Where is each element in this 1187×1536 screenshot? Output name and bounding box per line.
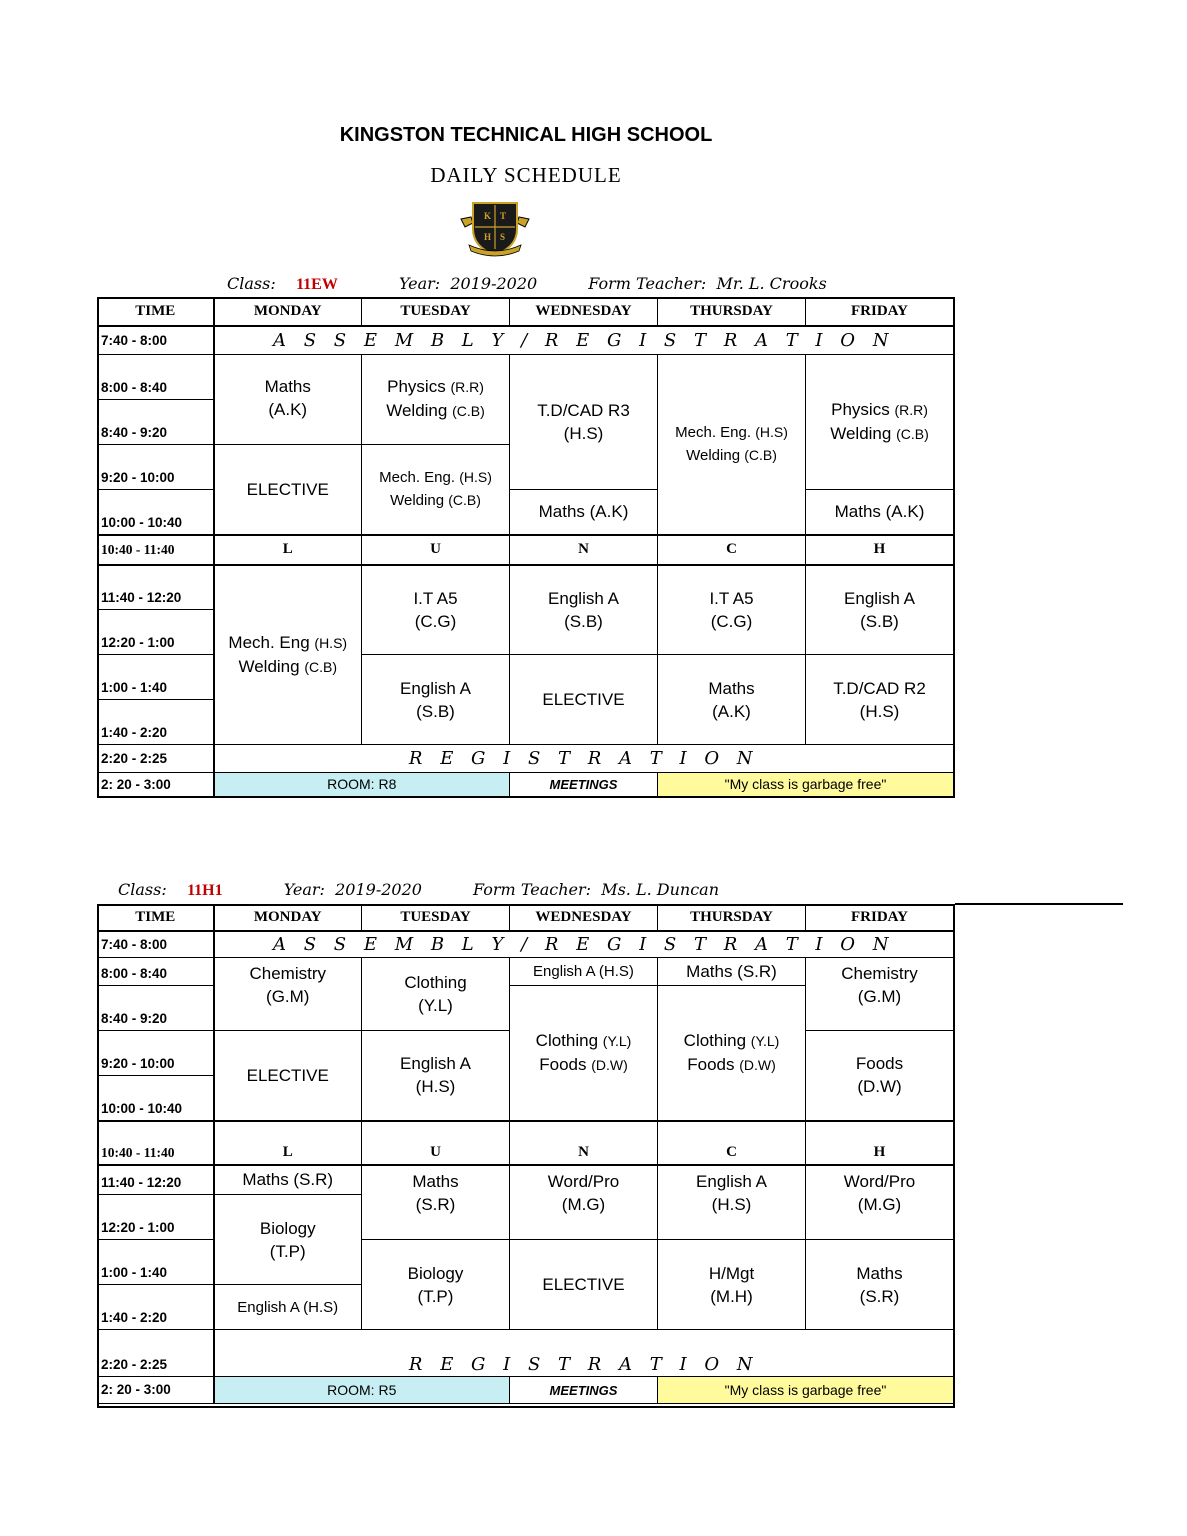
lesson-cell: ELECTIVE [510, 1240, 658, 1330]
time-slot: 1:00 - 1:40 [98, 655, 214, 700]
lesson-cell: Foods (D.W) [806, 1031, 954, 1121]
lesson-cell: Mech. Eng. (H.S) Welding (C.B) [658, 355, 806, 535]
lesson-cell: English A (S.B) [806, 565, 954, 655]
year-label: Year: [398, 274, 441, 293]
lunch-letter: N [510, 535, 658, 565]
class-motto: "My class is garbage free" [658, 1377, 954, 1404]
class-label: Class: [118, 880, 167, 899]
registration-banner: R E G I S T R A T I O N [214, 745, 954, 773]
divider-line [955, 903, 1123, 905]
lunch-letter: L [214, 1121, 362, 1165]
registration-banner: R E G I S T R A T I O N [214, 1330, 954, 1377]
lesson-cell: English A (H.S) [658, 1165, 806, 1240]
school-crest-icon [459, 199, 531, 257]
lesson-cell: ELECTIVE [214, 445, 362, 535]
time-slot: 2: 20 - 3:00 [98, 773, 214, 797]
year-value: 2019-2020 [335, 880, 422, 899]
header-monday: MONDAY [214, 905, 362, 931]
header-time: TIME [98, 298, 214, 326]
time-slot: 8:00 - 8:40 [98, 355, 214, 400]
lunch-letter: L [214, 535, 362, 565]
lesson-cell: Maths (A.K) [510, 490, 658, 535]
header-thursday: THURSDAY [658, 298, 806, 326]
class-motto: "My class is garbage free" [658, 773, 954, 797]
time-slot: 1:40 - 2:20 [98, 1285, 214, 1330]
school-name: KINGSTON TECHNICAL HIGH SCHOOL [339, 124, 713, 146]
class-code: 11H1 [187, 882, 223, 899]
header-thursday: THURSDAY [658, 905, 806, 931]
lesson-cell: ELECTIVE [510, 655, 658, 745]
lesson-cell: Physics (R.R) Welding (C.B) [806, 355, 954, 490]
lesson-cell: ELECTIVE [214, 1031, 362, 1121]
header-tuesday: TUESDAY [362, 905, 510, 931]
time-slot: 1:00 - 1:40 [98, 1240, 214, 1285]
time-slot [98, 1195, 214, 1210]
lesson-cell: H/Mgt (M.H) [658, 1240, 806, 1330]
time-slot: 12:20 - 1:00 [98, 1210, 214, 1240]
class-code: 11EW [296, 276, 338, 293]
form-teacher-name: Mr. L. Crooks [716, 274, 827, 293]
lunch-letter: C [658, 535, 806, 565]
form-teacher-name: Ms. L. Duncan [601, 880, 720, 899]
time-slot: 10:40 - 11:40 [98, 1121, 214, 1165]
lesson-cell: Mech. Eng. (H.S) Welding (C.B) [362, 445, 510, 535]
assembly-banner: A S S E M B L Y / R E G I S T R A T I O N [214, 931, 954, 958]
svg-text:K: K [484, 211, 492, 221]
time-slot: 10:00 - 10:40 [98, 490, 214, 535]
time-slot: 12:20 - 1:00 [98, 610, 214, 655]
lesson-cell: Maths (A.K) [806, 490, 954, 535]
form-teacher-label: Form Teacher: [588, 274, 707, 293]
meetings-label: MEETINGS [510, 773, 658, 797]
lesson-cell: T.D/CAD R3 (H.S) [510, 355, 658, 490]
time-slot: 8:40 - 9:20 [98, 400, 214, 445]
svg-text:T: T [500, 211, 507, 221]
header-wednesday: WEDNESDAY [510, 905, 658, 931]
header-friday: FRIDAY [806, 298, 954, 326]
class-label: Class: [227, 274, 276, 293]
svg-text:S: S [500, 232, 506, 242]
lesson-cell: Clothing (Y.L) Foods (D.W) [658, 986, 806, 1121]
time-slot: 11:40 - 12:20 [98, 565, 214, 610]
lesson-cell: English A (H.S) [214, 1285, 362, 1330]
lunch-letter: N [510, 1121, 658, 1165]
meetings-label: MEETINGS [510, 1377, 658, 1404]
time-slot: 1:40 - 2:20 [98, 700, 214, 745]
class-info-11ew [227, 274, 827, 294]
lesson-cell: Maths (A.K) [214, 355, 362, 445]
time-slot: 11:40 - 12:20 [98, 1165, 214, 1195]
time-slot: 8:00 - 8:40 [98, 958, 214, 986]
lunch-letter: U [362, 535, 510, 565]
lunch-letter: U [362, 1121, 510, 1165]
room-label: ROOM: R8 [214, 773, 510, 797]
time-slot: 10:40 - 11:40 [98, 535, 214, 565]
lesson-cell: Physics (R.R) Welding (C.B) [362, 355, 510, 445]
header-time: TIME [98, 905, 214, 931]
year-label: Year: [283, 880, 325, 899]
lesson-cell: Mech. Eng (H.S) Welding (C.B) [214, 565, 362, 745]
time-slot: 10:00 - 10:40 [98, 1076, 214, 1121]
lesson-cell: Chemistry (G.M) [214, 958, 362, 1031]
lunch-letter: H [806, 535, 954, 565]
lesson-cell: English A (S.B) [510, 565, 658, 655]
time-slot: 7:40 - 8:00 [98, 931, 214, 958]
class-info-11h1 [118, 880, 719, 900]
lesson-cell: Clothing (Y.L) Foods (D.W) [510, 986, 658, 1121]
lesson-cell: Maths (S.R) [658, 958, 806, 986]
lesson-cell: I.T A5 (C.G) [658, 565, 806, 655]
schedule-title: DAILY SCHEDULE [430, 163, 622, 187]
time-slot: 2:20 - 2:25 [98, 745, 214, 773]
lesson-cell: English A (S.B) [362, 655, 510, 745]
lesson-cell: English A (H.S) [362, 1031, 510, 1121]
form-teacher-label: Form Teacher: [473, 880, 592, 899]
schedule-table-11ew [97, 297, 954, 797]
lesson-cell: Word/Pro (M.G) [806, 1165, 954, 1240]
lesson-cell: Clothing (Y.L) [362, 958, 510, 1031]
lunch-letter: H [806, 1121, 954, 1165]
lesson-cell: Biology (T.P) [362, 1240, 510, 1330]
lesson-cell: Word/Pro (M.G) [510, 1165, 658, 1240]
lunch-letter: C [658, 1121, 806, 1165]
room-label: ROOM: R5 [214, 1377, 510, 1404]
time-slot: 2:20 - 2:25 [98, 1330, 214, 1377]
header-friday: FRIDAY [806, 905, 954, 931]
lesson-cell: Maths (S.R) [362, 1165, 510, 1240]
schedule-table-11h1 [97, 904, 954, 1404]
lesson-cell: Maths (S.R) [806, 1240, 954, 1330]
header-monday: MONDAY [214, 298, 362, 326]
assembly-banner: A S S E M B L Y / R E G I S T R A T I O N [214, 326, 954, 355]
time-slot: 2: 20 - 3:00 [98, 1377, 214, 1404]
lesson-cell: English A (H.S) [510, 958, 658, 986]
lesson-cell: T.D/CAD R2 (H.S) [806, 655, 954, 745]
time-slot: 7:40 - 8:00 [98, 326, 214, 355]
time-slot: 9:20 - 10:00 [98, 1031, 214, 1076]
lesson-cell: I.T A5 (C.G) [362, 565, 510, 655]
time-slot: 9:20 - 10:00 [98, 445, 214, 490]
time-slot: 8:40 - 9:20 [98, 1003, 214, 1031]
svg-text:H: H [484, 232, 492, 242]
year-value: 2019-2020 [450, 274, 538, 293]
header-tuesday: TUESDAY [362, 298, 510, 326]
lesson-cell: Maths (S.R) [214, 1165, 362, 1195]
lesson-cell: Maths (A.K) [658, 655, 806, 745]
lesson-cell: Biology (T.P) [214, 1195, 362, 1285]
header-wednesday: WEDNESDAY [510, 298, 658, 326]
time-slot [98, 986, 214, 1003]
lesson-cell: Chemistry (G.M) [806, 958, 954, 1031]
